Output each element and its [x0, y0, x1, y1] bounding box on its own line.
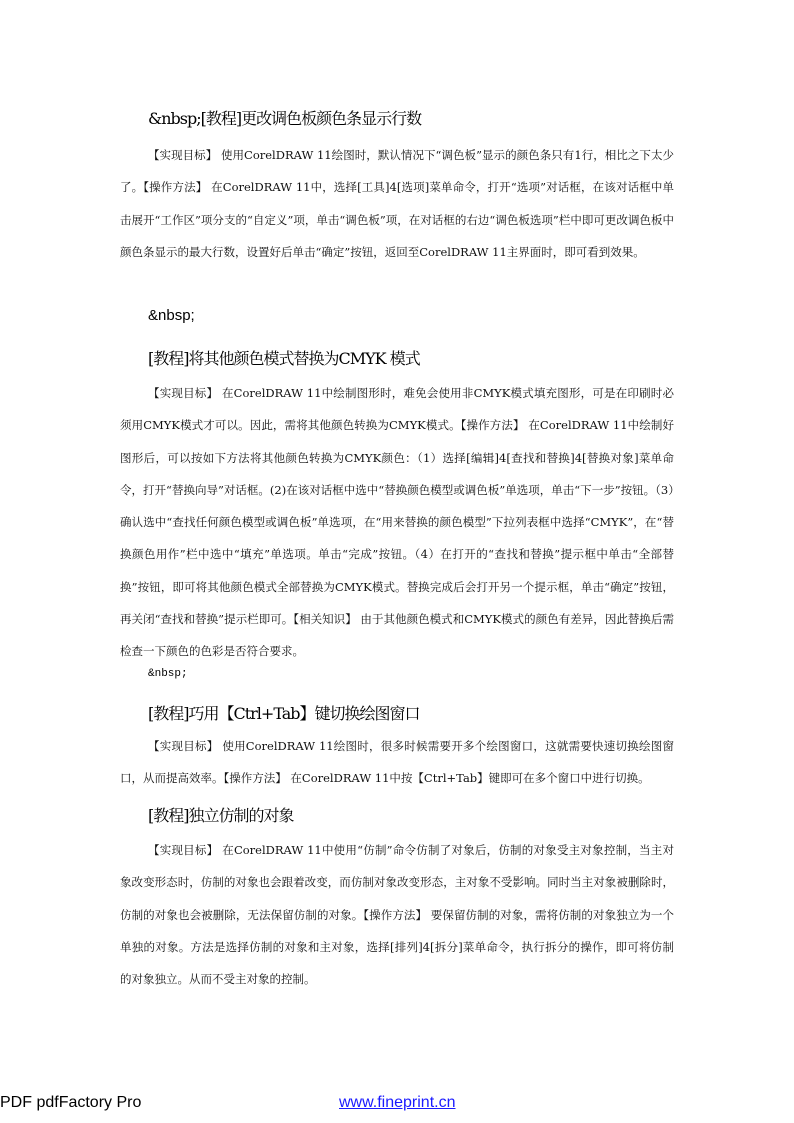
section-1-title: &nbsp;[教程]更改调色板颜色条显示行数: [148, 109, 422, 128]
section-3-title: [教程]巧用【Ctrl+Tab】键切换绘图窗口: [148, 704, 420, 723]
pdf-factory-label: PDF pdfFactory Pro: [0, 1094, 142, 1111]
fineprint-link[interactable]: www.fineprint.cn: [339, 1094, 456, 1111]
section-1-body: 【实现目标】 使用CorelDRAW 11绘图时，默认情况下“调色板”显示的颜色条只有1行，相比之下太少了。【操作方法】 在CorelDRAW 11中，选择[工具]4[选项]菜单命令，打开“选项”对话框，在该对话框中单击展开“工作区”项分支的“自定义”项，单击“调色板”项，在对话框的右边“调色板选项”栏中即可更改调色板中颜色条显示的最大行数，设置好后单击“确定”按钮，返回至CorelDRAW 11主界面时，即可看到效果。: [120, 148, 674, 259]
section-2-separator: &nbsp;: [148, 307, 195, 324]
section-4-title: [教程]独立仿制的对象: [148, 806, 294, 825]
section-2-body: 【实现目标】 在CorelDRAW 11中绘制图形时，难免会使用非CMYK模式填充图形，可是在印刷时必须用CMYK模式才可以。因此，需将其他颜色转换为CMYK模式。【操作方法】 在CorelDRAW 11中绘制好图形后，可以按如下方法将其他颜色转换为CMYK颜色：（1）选择[编辑]4[查找和替换]4[替换对象]菜单命令，打开“替换向导”对话框。(2)在该对话框中选中“替换颜色模型或调色板”单选项，单击“下一步”按钮。（3）确认选中“查找任何颜色模型或调色板”单选项，在“用来替换的颜色模型”下拉列表框中选择“CMYK”，在“替换颜色用作”栏中选中“填充”单选项。单击“完成”按钮。（4）在打开的“查找和替换”提示框中单击“全部替换”按钮，即可将其他颜色模式全部替换为CMYK模式。替换完成后会打开另一个提示框，单击“确定”按钮，再关闭“查找和替换”提示栏即可。【相关知识】 由于其他颜色模式和CMYK模式的颜色有差异，因此替换后需检查一下颜色的色彩是否符合要求。: [120, 386, 674, 659]
section-3-separator: &nbsp;: [148, 668, 188, 680]
section-2-title: [教程]将其他颜色模式替换为CMYK 模式: [148, 349, 420, 368]
section-3-body: 【实现目标】 使用CorelDRAW 11绘图时，很多时候需要开多个绘图窗口，这就需要快速切换绘图窗口，从而提高效率。【操作方法】 在CorelDRAW 11中按【Ctrl+Tab】键即可在多个窗口中进行切换。: [120, 739, 674, 786]
section-4-body: 【实现目标】 在CorelDRAW 11中使用“仿制”命令仿制了对象后，仿制的对象受主对象控制，当主对象改变形态时，仿制的对象也会跟着改变，而仿制对象改变形态，主对象不受影响。同时当主对象被删除时，仿制的对象也会被删除，无法保留仿制的对象。【操作方法】 要保留仿制的对象，需将仿制的对象独立为一个单独的对象。方法是选择仿制的对象和主对象，选择[排列]4[拆分]菜单命令，执行拆分的操作，即可将仿制的对象独立。从而不受主对象的控制。: [120, 843, 674, 987]
